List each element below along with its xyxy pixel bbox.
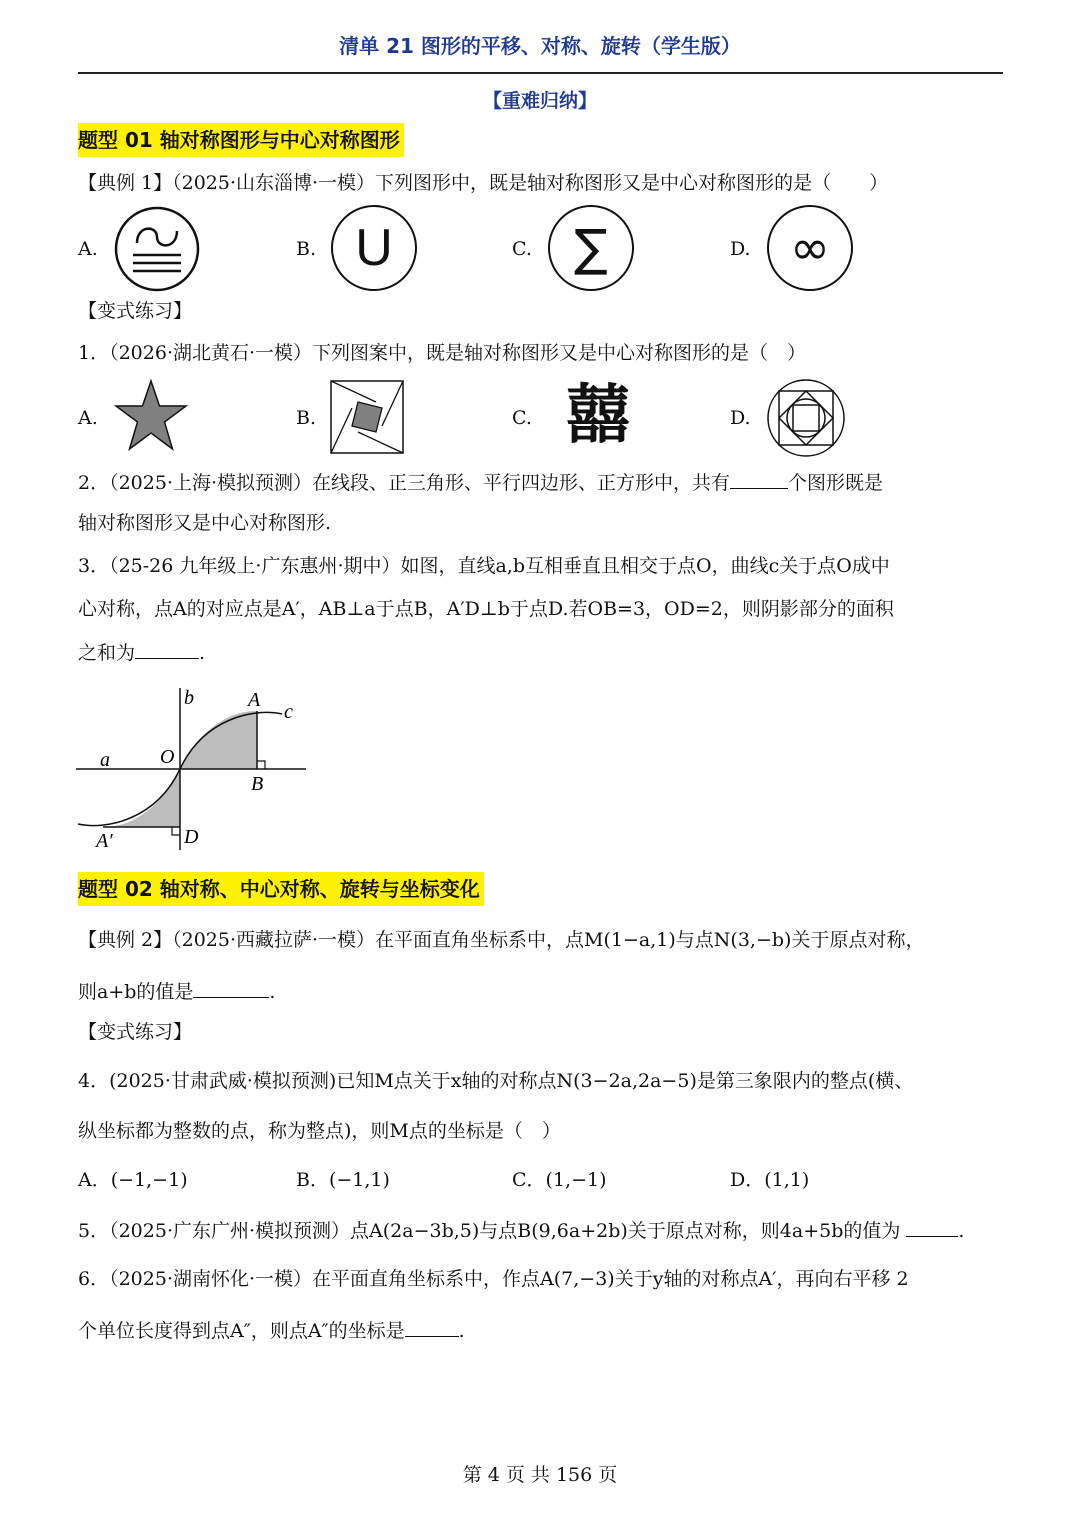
example-1-option-b-label: B. xyxy=(296,238,317,260)
q1-option-a-label: A. xyxy=(78,407,98,429)
document-title: 清单 21 图形的平移、对称、旋转（学生版） xyxy=(339,34,741,58)
label-B: B xyxy=(251,773,264,795)
example-1-option-c-label: C. xyxy=(512,238,532,260)
shaded-region-lower xyxy=(103,769,180,827)
q4-option-d: D．(1,1) xyxy=(730,1169,810,1191)
option-b-pinwheel-square-icon xyxy=(330,380,404,454)
question-6-line-2 xyxy=(78,1316,1008,1344)
option-c-sigma-circle-icon: ∑ xyxy=(548,205,634,291)
label-a: a xyxy=(100,749,110,771)
q4-option-c: C．(1,−1) xyxy=(512,1169,607,1191)
question-6-answer-blank[interactable] xyxy=(405,1316,459,1337)
question-3-text-b: . xyxy=(199,642,206,664)
question-3-diagram xyxy=(76,680,316,855)
option-d-infinity-circle-icon: ∞ xyxy=(767,205,853,291)
example-2-text-b: . xyxy=(269,981,276,1003)
question-3-line-3 xyxy=(78,638,1008,666)
right-angle-b xyxy=(257,761,265,769)
question-5-text-b: . xyxy=(958,1220,965,1242)
question-4-line-2: 纵坐标都为整数的点，称为整点)，则M点的坐标是（ ） xyxy=(78,1120,561,1142)
question-6-text-a: 个单位长度得到点A″，则点A″的坐标是 xyxy=(78,1320,405,1342)
q1-option-b-label: B. xyxy=(296,407,317,429)
question-5 xyxy=(78,1216,1008,1244)
type-01-heading: 题型 01 轴对称图形与中心对称图形 xyxy=(78,123,404,157)
example-1-option-d-label: D. xyxy=(730,238,751,260)
label-c: c xyxy=(284,701,293,723)
question-2-answer-blank[interactable] xyxy=(730,468,788,489)
question-2-line-1 xyxy=(78,468,1008,496)
question-6-text-b: . xyxy=(458,1320,465,1342)
option-c-double-happiness-icon: 囍 xyxy=(566,379,630,453)
right-angle-d xyxy=(172,827,180,835)
example-1-option-a-label: A. xyxy=(78,238,98,260)
question-1: 1．（2026·湖北黄石·一模）下列图案中，既是轴对称图形又是中心对称图形的是（ ） xyxy=(78,342,807,364)
question-3-text-a: 之和为 xyxy=(78,642,136,664)
example-2-answer-blank[interactable] xyxy=(193,977,269,998)
label-D: D xyxy=(184,826,199,848)
example-2-line-1: 【典例 2】（2025·西藏拉萨·一模）在平面直角坐标系中，点M(1−a,1)与点N(3,−b)关于原点对称， xyxy=(78,929,925,951)
question-6-line-1: 6．（2025·湖南怀化·一模）在平面直角坐标系中，作点A(7,−3)关于y轴的对称点A′，再向右平移 2 xyxy=(78,1268,909,1290)
question-4-line-1: 4．(2025·甘肃武威·模拟预测)已知M点关于x轴的对称点N(3−2a,2a−5)是第三象限内的整点(横、 xyxy=(78,1070,914,1092)
practice-heading-1: 【变式练习】 xyxy=(78,300,193,322)
question-3-line-1: 3．（25-26 九年级上·广东惠州·期中）如图，直线a,b互相垂直且相交于点O，曲线c关于点O成中 xyxy=(78,555,890,577)
q1-option-c-label: C. xyxy=(512,407,532,429)
q4-option-b: B．(−1,1) xyxy=(296,1169,390,1191)
label-A: A xyxy=(248,689,261,711)
type-02-heading: 题型 02 轴对称、中心对称、旋转与坐标变化 xyxy=(78,872,484,906)
example-1-question: 【典例 1】（2025·山东淄博·一模）下列图形中，既是轴对称图形又是中心对称图形的是（ ） xyxy=(78,172,889,194)
question-5-text-a: 5．（2025·广东广州·模拟预测）点A(2a−3b,5)与点B(9,6a+2b)关于原点对称，则4a+5b的值为 xyxy=(78,1220,901,1242)
q4-option-a: A．(−1,−1) xyxy=(78,1169,188,1191)
option-b-u-circle-icon: U xyxy=(331,205,417,291)
header-divider xyxy=(78,72,1003,74)
question-2-line-2: 轴对称图形又是中心对称图形. xyxy=(78,512,332,534)
section-heading: 【重难归纳】 xyxy=(482,90,597,112)
label-A-prime: A′ xyxy=(96,830,113,852)
example-2-text-a: 则a+b的值是 xyxy=(78,981,194,1003)
label-b: b xyxy=(184,687,194,709)
page-number: 第 4 页 共 156 页 xyxy=(462,1464,618,1486)
question-3-line-2: 心对称，点A的对应点是A′，AB⊥a于点B，A′D⊥b于点D.若OB=3，OD=2，则阴影部分的面积 xyxy=(78,598,894,620)
practice-heading-2: 【变式练习】 xyxy=(78,1021,193,1043)
q1-option-d-label: D. xyxy=(730,407,751,429)
option-a-wave-circle-icon xyxy=(113,205,201,293)
question-5-answer-blank[interactable] xyxy=(906,1216,958,1237)
example-2-line-2 xyxy=(78,977,1008,1005)
option-d-nested-shapes-icon xyxy=(766,378,846,458)
question-2-text-b: 个图形既是 xyxy=(788,472,884,494)
label-O: O xyxy=(160,746,175,768)
option-a-star-icon xyxy=(112,378,190,454)
question-2-text-a: 2．（2025·上海·模拟预测）在线段、正三角形、平行四边形、正方形中，共有 xyxy=(78,472,731,494)
question-3-answer-blank[interactable] xyxy=(135,638,199,659)
shaded-region-upper xyxy=(180,711,257,769)
